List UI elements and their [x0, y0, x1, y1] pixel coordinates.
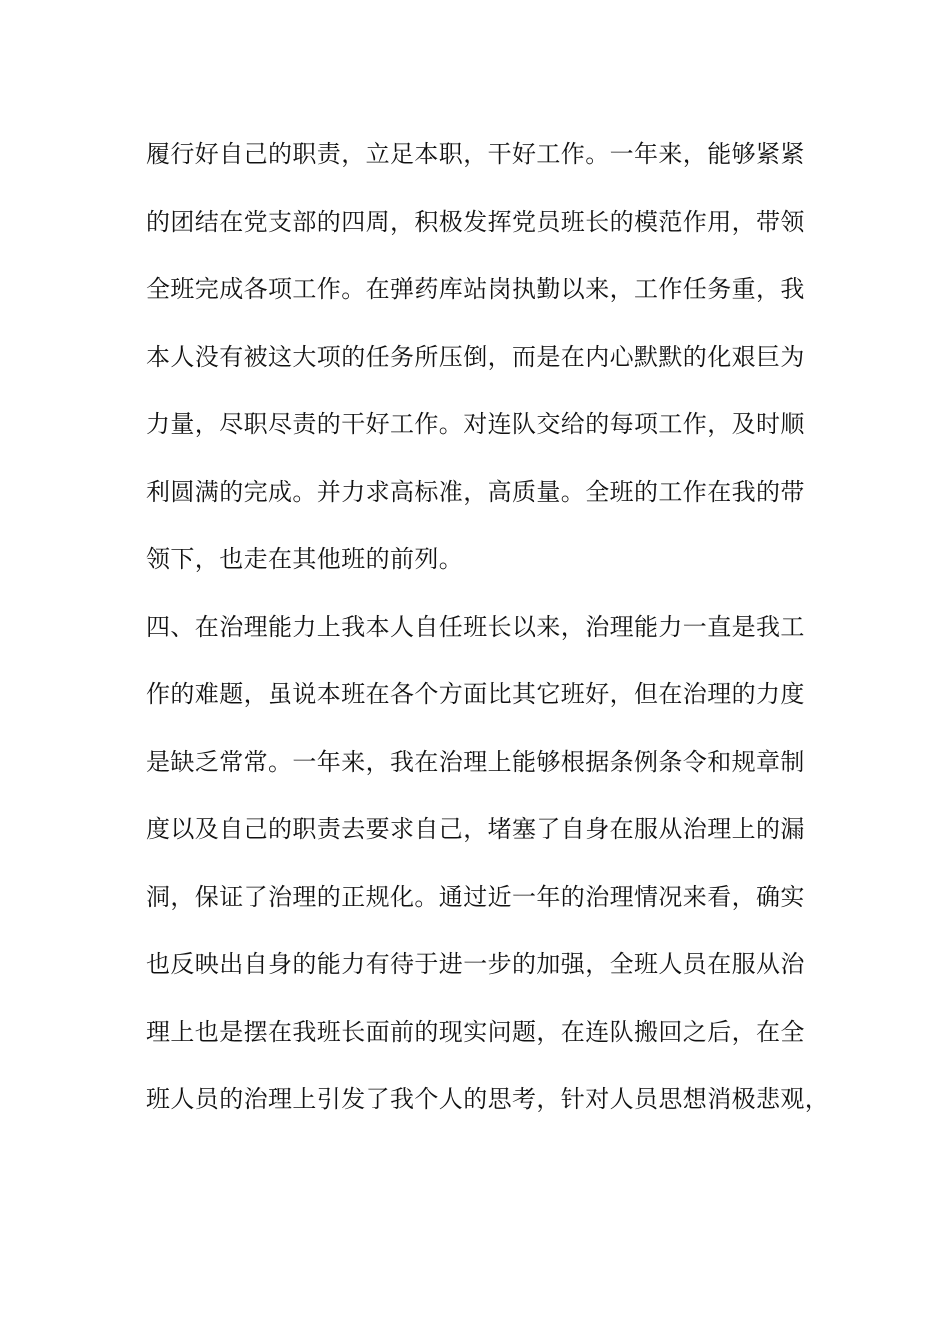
text-line: 四、在治理能力上我本人自任班长以来，治理能力一直是我工 — [146, 612, 805, 641]
text-line: 利圆满的完成。并力求高标准，高质量。全班的工作在我的带 — [146, 477, 805, 506]
text-line: 履行好自己的职责，立足本职，干好工作。一年来，能够紧紧 — [146, 140, 805, 168]
text-line: 作的难题，虽说本班在各个方面比其它班好，但在治理的力度 — [146, 680, 805, 708]
text-line: 度以及自己的职责去要求自己，堵塞了自身在服从治理上的漏 — [146, 815, 805, 843]
text-line: 班人员的治理上引发了我个人的思考，针对人员思想消极悲观， — [146, 1085, 830, 1113]
text-line: 是缺乏常常。一年来，我在治理上能够根据条例条令和规章制 — [146, 747, 805, 776]
text-line: 领下，也走在其他班的前列。 — [146, 545, 464, 573]
text-line: 也反映出自身的能力有待于进一步的加强，全班人员在服从治 — [146, 950, 805, 978]
text-line: 力量，尽职尽责的干好工作。对连队交给的每项工作，及时顺 — [146, 410, 805, 438]
text-line: 本人没有被这大项的任务所压倒，而是在内心默默的化艰巨为 — [146, 342, 805, 371]
text-line: 洞，保证了治理的正规化。通过近一年的治理情况来看，确实 — [146, 882, 805, 911]
text-line: 的团结在党支部的四周，积极发挥党员班长的模范作用，带领 — [146, 207, 805, 236]
text-line: 全班完成各项工作。在弹药库站岗执勤以来，工作任务重，我 — [146, 275, 805, 303]
text-line: 理上也是摆在我班长面前的现实问题，在连队搬回之后，在全 — [146, 1017, 805, 1046]
body-text — [146, 130, 830, 1143]
